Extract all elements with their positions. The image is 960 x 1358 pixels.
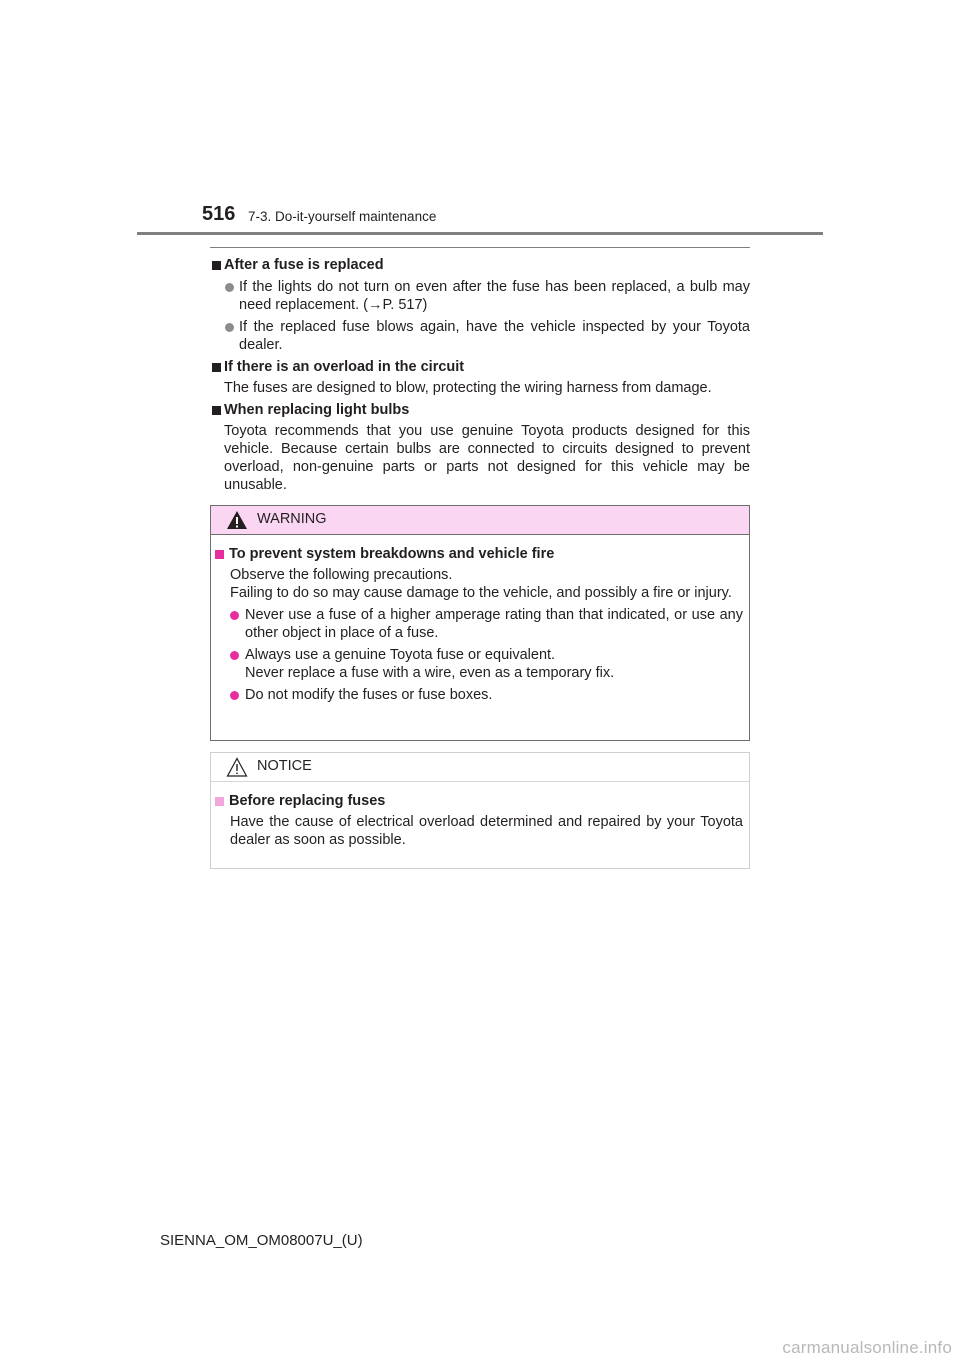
page-header [0, 0, 960, 236]
list-item [210, 278, 750, 314]
page-number: 516 [202, 203, 236, 225]
list-item-text: Always use a genuine Toyota fuse or equivalent. [245, 647, 556, 663]
warning-triangle-icon [226, 510, 248, 530]
watermark [0, 1338, 960, 1358]
list-item [215, 686, 743, 704]
square-bullet-icon [212, 363, 221, 372]
list-item [215, 646, 743, 682]
section-heading-text: When replacing light bulbs [224, 402, 410, 418]
square-bullet-icon [212, 261, 221, 270]
square-bullet-icon [215, 797, 224, 806]
section-title: 7-3. Do-it-yourself maintenance [248, 209, 437, 224]
list-item [215, 606, 743, 642]
notice-triangle-icon [226, 757, 248, 777]
list-item-text: Do not modify the fuses or fuse boxes. [245, 687, 493, 703]
notice-header [211, 753, 749, 782]
list-item [210, 318, 750, 354]
section-text: The fuses are designed to blow, protecting the wiring harness from damage. [224, 380, 712, 396]
section-heading [210, 358, 750, 376]
notice-heading [215, 792, 743, 810]
warning-text: Failing to do so may cause damage to the vehicle, and possibly a fire or injury. [230, 585, 732, 601]
section-heading [210, 256, 750, 274]
watermark-text: carmanualsonline.info [782, 1338, 952, 1357]
warning-box [210, 505, 750, 741]
main-content [210, 256, 750, 494]
list-item-text: If the lights do not turn on even after the fuse has been replaced, a bulb may need replacement. (→P. 517) [239, 279, 750, 313]
notice-heading-text: Before replacing fuses [229, 793, 386, 809]
circle-bullet-icon [225, 283, 234, 292]
section-heading-text: After a fuse is replaced [224, 257, 384, 273]
header-rule [137, 232, 823, 235]
notice-box [210, 752, 750, 869]
warning-text: Observe the following precautions. [230, 567, 453, 583]
warning-body [211, 535, 749, 704]
list-item-text: Never replace a fuse with a wire, even as a temporary fix. [245, 665, 615, 681]
warning-heading-text: To prevent system breakdowns and vehicle fire [229, 546, 555, 562]
square-bullet-icon [215, 550, 224, 559]
list-item-text: If the replaced fuse blows again, have the vehicle inspected by your Toyota dealer. [239, 319, 750, 353]
document-code: SIENNA_OM_OM08007U_(U) [160, 1232, 363, 1249]
square-bullet-icon [212, 406, 221, 415]
circle-bullet-icon [230, 611, 239, 620]
notice-title: NOTICE [257, 758, 312, 774]
list-item-text: Never use a fuse of a higher amperage rating than that indicated, or use any other object in place of a fuse. [245, 607, 743, 641]
warning-title: WARNING [257, 511, 327, 527]
circle-bullet-icon [230, 691, 239, 700]
circle-bullet-icon [230, 651, 239, 660]
notice-text: Have the cause of electrical overload determined and repaired by your Toyota dealer as soon as possible. [230, 814, 743, 848]
section-heading-text: If there is an overload in the circuit [224, 359, 465, 375]
warning-header [211, 506, 749, 535]
circle-bullet-icon [225, 323, 234, 332]
section-text: Toyota recommends that you use genuine Toyota products designed for this vehicle. Because certain bulbs are connected to circuits designed to prevent overload, non-genuine parts or parts not designed for this vehicle may be unusable. [224, 423, 750, 493]
notice-body [211, 782, 749, 849]
warning-heading [215, 545, 743, 563]
section-heading [210, 401, 750, 419]
content-rule [210, 247, 750, 248]
